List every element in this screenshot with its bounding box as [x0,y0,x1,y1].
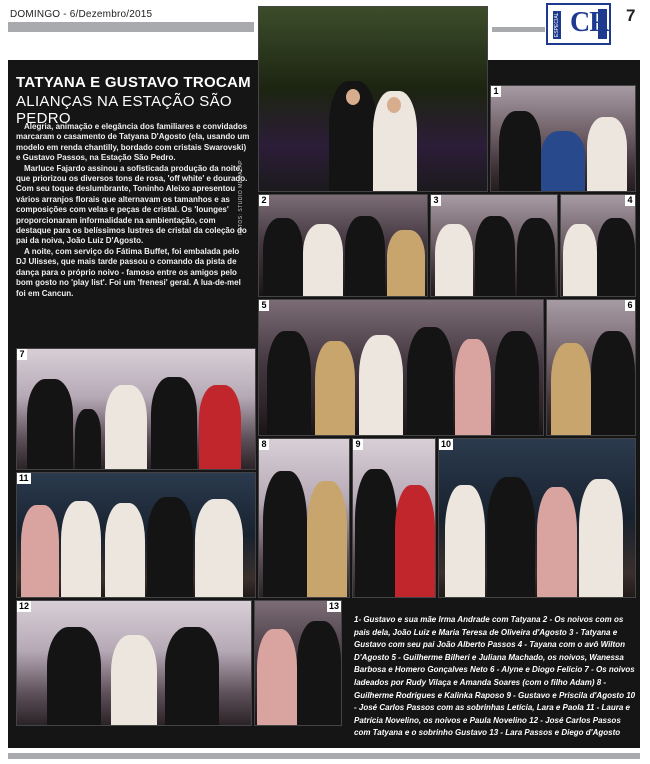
photo-1 [490,85,636,192]
photo-figure [355,469,397,597]
photo-figure [199,385,241,469]
photo-2 [258,194,428,297]
photo-figure [263,218,303,296]
photo-figure [541,131,585,191]
photo-figure [195,499,243,597]
logo-tag: ESPECIAL [554,12,560,37]
article-title: TATYANA E GUSTAVO TROCAM [16,74,251,91]
photo-number: 7 [17,349,27,360]
photo-number: 12 [19,601,30,611]
photo-number: 8 [259,439,269,450]
photo-figure [395,485,435,597]
photo-number: 6 [625,300,635,311]
photo-figure [475,216,515,296]
photo-13 [254,600,342,726]
photo-figure [551,343,591,435]
photo-figure [27,379,73,469]
photo-figure [75,409,101,469]
photo-8 [258,438,350,598]
photo-figure [263,471,307,597]
photo-figure [591,331,635,435]
photo-figure [47,627,101,725]
photo-3 [430,194,558,297]
photo-figure [297,621,341,725]
photo-figure [445,485,485,597]
photo-10 [438,438,636,598]
photo-number: 2 [259,195,269,206]
photo-7 [16,348,256,470]
photo-number: 13 [328,601,339,611]
photo-figure [303,224,343,296]
header-date: DOMINGO - 6/Dezembro/2015 [10,9,153,20]
photo-figure [387,230,425,296]
photo-figure [111,635,157,725]
photo-6 [546,299,636,436]
photo-figure [537,487,577,597]
photo-figure [455,339,491,435]
photo-figure [105,385,147,469]
photo-figure [315,341,355,435]
photo-figure [563,224,597,296]
photo-figure [499,111,541,191]
header-rule-right [492,27,545,32]
photo-figure [407,327,453,435]
photo-figure [257,629,297,725]
header-rule [8,22,254,32]
photo-figure [435,224,473,296]
photo-figure [597,218,635,296]
photo-figure [495,331,539,435]
photo-number: 9 [353,439,363,450]
article-paragraph: Marluce Fajardo assinou a sofisticada produção da noite, que priorizou os diversos tons de rosa, 'off white' e dourado. Com seu toque deslumbrante, Toninho Aleixo apresentou vários arranjos florais que alternavam os tamanhos e as composições com velas e peças de cristal. Os 'lounges' proporcionaram informalidade na ambientação, com destaque para os belíssimos lustres de cristal da coleção do pai da noiva, João Luiz D'Agosto. [16,163,248,246]
photo-hero-couple [258,6,488,192]
footer-rule [8,753,640,759]
photo-9 [352,438,436,598]
photo-caption: 1- Gustavo e sua mãe Irma Andrade com Tatyana 2 - Os noivos com os pais dela, João Luiz e Maria Teresa de Oliveira d'Agosto 3 - Tatyana e Gustavo com seu pai João Alberto Passos 4 - Tayana com o avô Wilton D'Agosto 5 - Guilherme Bilheri e Juliana Machado, os noivos, Wanessa Barbosa e Homero Gonçalves Neto 6 - Alyne e Diogo Felício 7 - Os noivos ladeados por Rudy Vilaça e Amanda Soares (com o filho Adam) 8 - Guilherme Rodrigues e Kalinka Raposo 9 - Gustavo e Priscila d'Agosto 10 - José Carlos Passos com as sobrinhas Letícia, Lara e Paola 11 - Laura e Patrícia Novelino, os noivos e Paula Novelino 12 - José Carlos Passos com Tatyana e o sobrinho Gustavo 13 - Lara Passos e Diego d'Agosto [354,615,636,738]
photo-number: 10 [441,439,452,449]
photo-credit: FOTOS: STUDIO MEGAZAP [238,159,244,235]
photo-number: 1 [491,86,501,97]
photo-figure [359,335,403,435]
article-body [16,122,250,299]
page-number: 7 [626,6,636,25]
logo-text: CR [570,7,609,38]
photo-figure [579,479,623,597]
photo-figure [21,505,59,597]
photo-number: 4 [625,195,635,206]
photo-figure [151,377,197,469]
photo-figure [517,218,555,296]
photo-figure [61,501,101,597]
photo-12 [16,600,252,726]
photo-number: 5 [259,300,269,311]
photo-face [387,97,401,113]
photo-face [346,89,360,105]
photo-figure [487,477,535,597]
publication-logo [546,3,611,45]
photo-figure [105,503,145,597]
photo-number: 11 [19,473,29,483]
photo-figure [587,117,627,191]
photo-figure [267,331,311,435]
photo-figure [307,481,347,597]
photo-figure [345,216,385,296]
photo-figure [165,627,219,725]
article [8,60,252,350]
article-paragraph: A noite, com serviço do Fátima Buffet, foi embalada pelo DJ Ulisses, que mais tarde passou o comando da pista de dança para o próprio noivo - famoso entre os amigos pelo bom gosto no 'play list'. Foi um 'frenesi' geral. A lua-de-mel foi em Cancun. [16,246,241,298]
photo-4 [560,194,636,297]
article-paragraph: Alegria, animação e elegância dos familiares e convidados marcaram o casamento de Tatyana D'Agosto (ela, usando um modelo em renda chantilly, bordado com cristais Swarovski) e Gustavo Passos, na Estação São Pedro. [16,122,250,163]
photo-figure [147,497,193,597]
article-subtitle: ALIANÇAS NA ESTAÇÃO SÃO PEDRO [16,93,232,127]
photo-11 [16,472,256,598]
photo-5 [258,299,544,436]
photo-number: 3 [431,195,441,206]
